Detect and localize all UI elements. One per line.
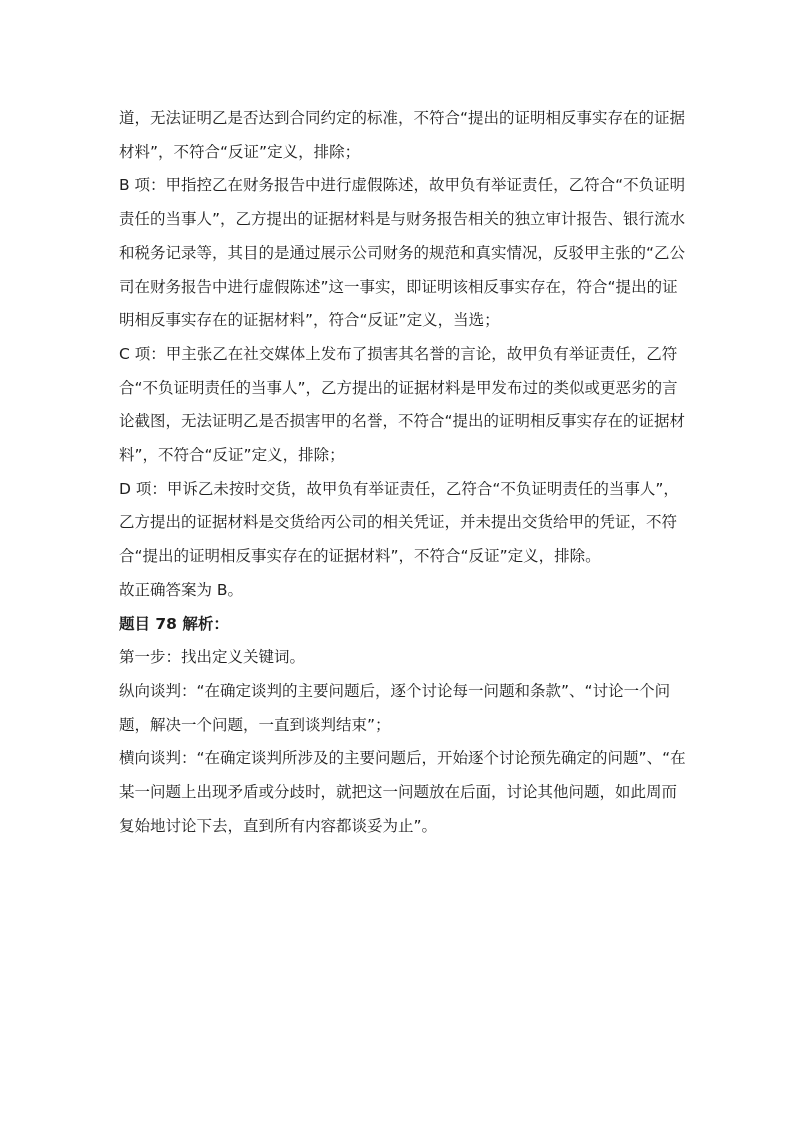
paragraph-option-b: B 项：甲指控乙在财务报告中进行虚假陈述，故甲负有举证责任，乙符合“不负证明责任的当事人”，乙方提出的证据材料是与财务报告相关的独立审计报告、银行流水和税务记录等，其目的是通过展示公司财务的规范和真实情况，反驳甲主张的“乙公司在财务报告中进行虚假陈述”这一事实，即证明该相反事实存在，符合“提出的证明相反事实存在的证据材料”，符合“反证”定义，当选；	[119, 176, 686, 330]
paragraph-option-c: C 项：甲主张乙在社交媒体上发布了损害其名誉的言论，故甲负有举证责任，乙符合“不负证明责任的当事人”，乙方提出的证据材料是甲发布过的类似或更恶劣的言论截图，无法证明乙是否损害甲的名誉，不符合“提出的证明相反事实存在的证据材料”，不符合“反证”定义，排除；	[119, 344, 686, 465]
paragraph-answer: 故正确答案为 B。	[119, 580, 244, 599]
paragraph-horizontal-negotiation: 横向谈判：“在确定谈判所涉及的主要问题后，开始逐个讨论预先确定的问题”、“在某一问题上出现矛盾或分歧时，就把这一问题放在后面，讨论其他问题，如此周而复始地讨论下去，直到所有内容都谈妥为止”。	[119, 749, 686, 835]
paragraph-vertical-negotiation: 纵向谈判：“在确定谈判的主要问题后，逐个讨论每一问题和条款”、“讨论一个问题，解决一个问题，一直到谈判结束”；	[119, 681, 671, 734]
document-body	[119, 102, 687, 843]
paragraph-step-one: 第一步：找出定义关键词。	[119, 648, 306, 667]
question-78-heading: 题目 78 解析：	[119, 614, 229, 633]
paragraph-option-d: D 项：甲诉乙未按时交货，故甲负有举证责任，乙符合“不负证明责任的当事人”，乙方提出的证据材料是交货给丙公司的相关凭证，并未提出交货给甲的凭证，不符合“提出的证明相反事实存在的证据材料”，不符合“反证”定义，排除。	[119, 479, 679, 566]
paragraph-option-a-continuation: 道，无法证明乙是否达到合同约定的标准，不符合“提出的证明相反事实存在的证据材料”，不符合“反证”定义，排除；	[119, 109, 686, 161]
